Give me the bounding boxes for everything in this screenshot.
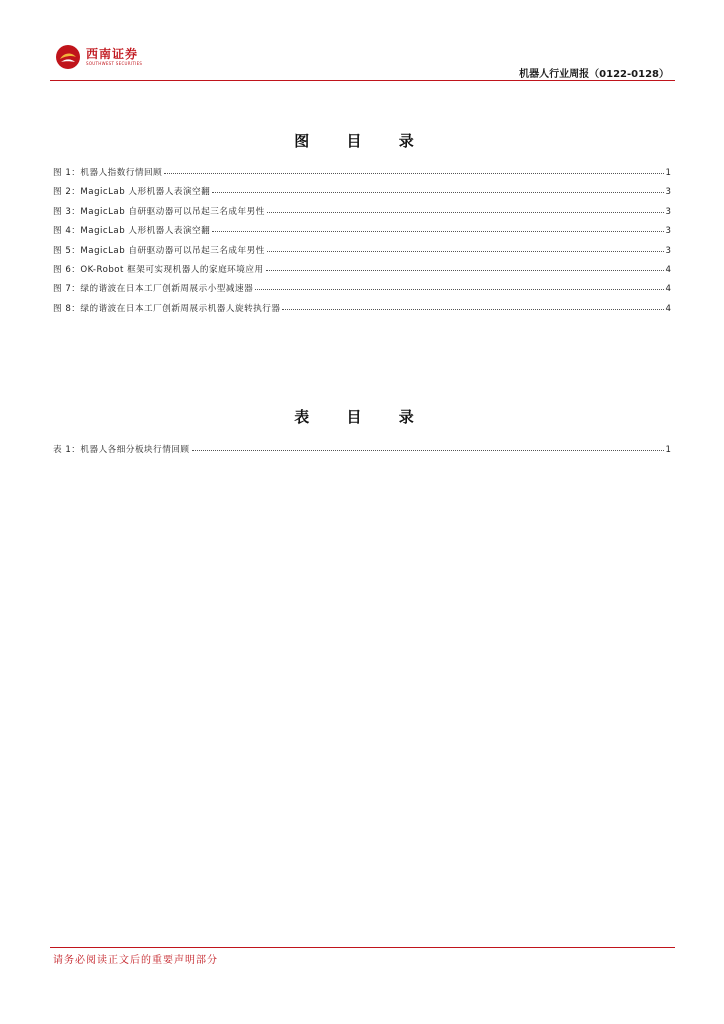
toc-entry-page: 1 [665, 168, 671, 178]
header-divider [50, 80, 675, 81]
company-logo [55, 44, 142, 70]
toc-entry[interactable] [53, 263, 671, 282]
toc-entry[interactable] [53, 166, 671, 185]
toc-entry-label: 图 3：MagicLab 自研驱动器可以吊起三名成年男性 [53, 206, 265, 217]
logo-english-name: SOUTHWEST SECURITIES [86, 61, 143, 66]
page-header [50, 40, 675, 82]
toc-leader-dots [164, 172, 663, 174]
toc-leader-dots [212, 230, 663, 232]
toc-entry[interactable] [53, 443, 671, 462]
toc-leader-dots [266, 269, 664, 271]
toc-entry-label: 表 1：机器人各细分板块行情回顾 [53, 445, 190, 455]
toc-entry[interactable] [53, 224, 671, 243]
toc-entry[interactable] [53, 282, 671, 301]
toc-leader-dots [192, 449, 664, 451]
toc-entry-page: 4 [665, 264, 671, 275]
logo-emblem-icon [55, 44, 81, 70]
footer-disclaimer: 请务必阅读正文后的重要声明部分 [53, 955, 218, 966]
toc-leader-dots [267, 211, 664, 213]
figures-toc-title: 图 目 录 [294, 132, 430, 150]
toc-entry-label: 图 6：OK-Robot 框架可实现机器人的家庭环境应用 [53, 264, 264, 275]
toc-leader-dots [212, 191, 663, 193]
toc-leader-dots [282, 308, 663, 310]
logo-chinese-name: 西南证券 [86, 47, 139, 61]
toc-entry-page: 4 [665, 303, 671, 314]
tables-toc-list [53, 443, 671, 462]
toc-entry-label: 图 7：绿的谐波在日本工厂创新周展示小型减速器 [53, 284, 254, 295]
toc-entry-page: 1 [665, 445, 671, 455]
toc-entry-label: 图 5：MagicLab 自研驱动器可以吊起三名成年男性 [53, 245, 265, 256]
toc-entry[interactable] [53, 205, 671, 224]
toc-entry[interactable] [53, 185, 671, 204]
tables-toc-title: 表 目 录 [294, 408, 430, 426]
toc-entry-label: 图 1：机器人指数行情回顾 [53, 168, 163, 178]
toc-entry-label: 图 8：绿的谐波在日本工厂创新周展示机器人旋转执行器 [53, 303, 281, 314]
toc-entry-page: 3 [665, 245, 671, 256]
toc-entry[interactable] [53, 302, 671, 321]
toc-leader-dots [255, 288, 663, 290]
toc-entry-page: 3 [665, 226, 671, 237]
toc-entry-page: 4 [665, 284, 671, 295]
footer-divider [50, 947, 675, 948]
toc-entry-label: 图 4：MagicLab 人形机器人表演空翻 [53, 226, 211, 237]
toc-leader-dots [267, 250, 664, 252]
toc-entry-label: 图 2：MagicLab 人形机器人表演空翻 [53, 187, 211, 198]
toc-entry[interactable] [53, 244, 671, 263]
report-title: 机器人行业周报（0122-0128） [519, 69, 669, 80]
toc-entry-page: 3 [665, 187, 671, 198]
toc-entry-page: 3 [665, 206, 671, 217]
figures-toc-list [53, 166, 671, 321]
